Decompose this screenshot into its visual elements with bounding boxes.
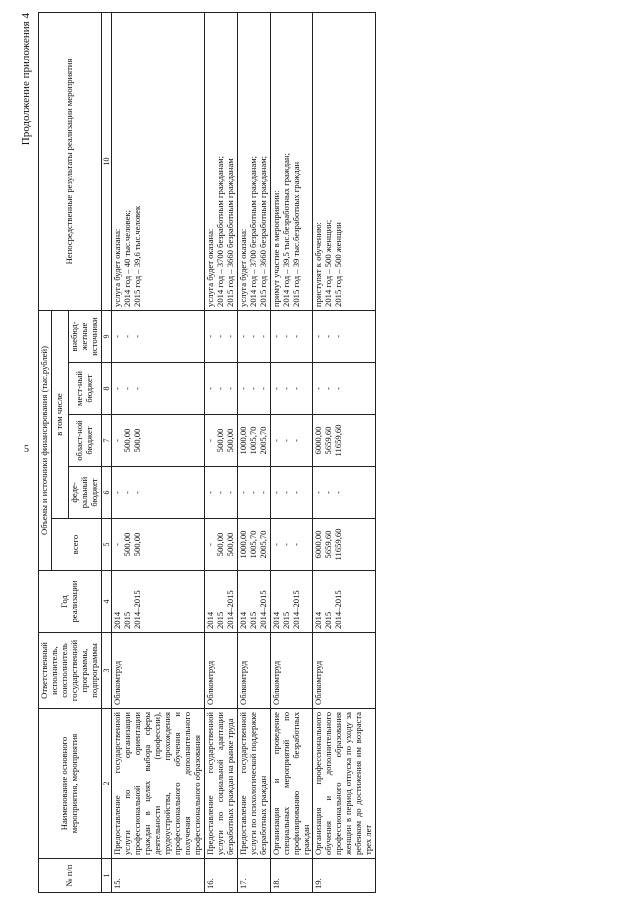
executor: Облкомтруд bbox=[237, 633, 270, 709]
federal-amount: - - - bbox=[204, 467, 237, 519]
col-number: 5 bbox=[101, 519, 111, 571]
header-local: мест-ный бюджет bbox=[68, 363, 101, 415]
result: услуга будет оказана: 2014 год – 40 тыс.человек; 2015 год – 39,6 тыс.человек bbox=[112, 12, 205, 310]
local-amount: - - - bbox=[204, 363, 237, 415]
result: приступят к обучению: 2014 год – 500 женщин; 2015 год – 500 женщин bbox=[313, 12, 376, 310]
col-number: 9 bbox=[101, 310, 111, 362]
header-funding: Объемы и источники финансирования (тыс.рублей) bbox=[39, 310, 52, 570]
local-amount: - - - bbox=[270, 363, 313, 415]
years: 2014 2015 2014–2015 bbox=[270, 571, 313, 633]
regional-amount: - 500,00 500,00 bbox=[204, 415, 237, 467]
col-number: 3 bbox=[101, 633, 111, 709]
row-number: 16. bbox=[204, 859, 237, 893]
table-row bbox=[270, 12, 313, 892]
years: 2014 2015 2014–2015 bbox=[112, 571, 205, 633]
regional-amount: 1000,00 1005,70 2005,70 bbox=[237, 415, 270, 467]
offbudget-amount: - - - bbox=[237, 310, 270, 362]
header-event: Наименование основного мероприятия, мероприятия bbox=[39, 709, 102, 859]
result: услуга будет оказана: 2014 год – 3700 безработным гражданам; 2015 год – 3660 безработным гражданам; bbox=[237, 12, 270, 310]
total-amount: - 500,00 500,00 bbox=[204, 519, 237, 571]
page-number: 5 bbox=[24, 444, 29, 455]
table-row bbox=[313, 12, 376, 892]
header-results: Непосредственные результаты реализации мероприятия bbox=[39, 12, 102, 310]
executor: Облкомтруд bbox=[112, 633, 205, 709]
col-number: 8 bbox=[101, 363, 111, 415]
event-name: Предоставление государственной услуги по социальной адаптации безработных граждан на рынке труда bbox=[204, 709, 237, 859]
table-row bbox=[112, 12, 205, 892]
row-number: 19. bbox=[313, 859, 376, 893]
event-name: Предоставление государственной услуги по организации профессиональной ориентации граждан в целях выбора сферы деятельности (профессии), трудоустройства, прохождения профессионального обучения и получения дополнительного профессионального образования bbox=[112, 709, 205, 859]
program-table bbox=[38, 12, 376, 893]
offbudget-amount: - - - bbox=[313, 310, 376, 362]
offbudget-amount: - - - bbox=[204, 310, 237, 362]
header-total: всего bbox=[51, 519, 101, 571]
federal-amount: - - - bbox=[270, 467, 313, 519]
federal-amount: - - - bbox=[313, 467, 376, 519]
offbudget-amount: - - - bbox=[270, 310, 313, 362]
table-row bbox=[237, 12, 270, 892]
header-including: в том числе bbox=[51, 310, 68, 518]
header-executor: Ответственный исполнитель, соисполнитель государственной программы, подпрограммы bbox=[39, 633, 102, 709]
local-amount: - - - bbox=[237, 363, 270, 415]
total-amount: 6000,00 5659,60 11659,60 bbox=[313, 519, 376, 571]
years: 2014 2015 2014–2015 bbox=[204, 571, 237, 633]
rotated-page bbox=[20, 13, 620, 893]
header-num: № п/п bbox=[39, 859, 102, 893]
federal-amount: - - - bbox=[112, 467, 205, 519]
header-year: Год реализации bbox=[39, 571, 102, 633]
col-number: 10 bbox=[101, 12, 111, 310]
regional-amount: - 500,00 500,00 bbox=[112, 415, 205, 467]
header-offbudget: внебюд-жетные источники bbox=[68, 310, 101, 362]
event-name: Организация профессионального обучения и дополнительного профессионального образования женщин в период отпуска по уходу за ребенком до достижения им возраста трех лет bbox=[313, 709, 376, 859]
column-number-row bbox=[101, 12, 111, 892]
federal-amount: - - - bbox=[237, 467, 270, 519]
years: 2014 2015 2014–2015 bbox=[237, 571, 270, 633]
header-federal: феде-ральный бюджет bbox=[68, 467, 101, 519]
result: услуга будет оказана: 2014 год – 3700 безработным гражданам; 2015 год – 3660 безработным гражданам bbox=[204, 12, 237, 310]
continuation-note: Продолжение приложения 4 bbox=[20, 13, 32, 146]
total-amount: - 500,00 500,00 bbox=[112, 519, 205, 571]
row-number: 15. bbox=[112, 859, 205, 893]
col-number: 6 bbox=[101, 467, 111, 519]
offbudget-amount: - - - bbox=[112, 310, 205, 362]
total-amount: 1000,00 1005,70 2005,70 bbox=[237, 519, 270, 571]
event-name: Организация и проведение специальных мероприятий по профилированию безработных граждан bbox=[270, 709, 313, 859]
col-number: 2 bbox=[101, 709, 111, 859]
row-number: 18. bbox=[270, 859, 313, 893]
regional-amount: 6000,00 5659,60 11659,60 bbox=[313, 415, 376, 467]
local-amount: - - - bbox=[313, 363, 376, 415]
event-name: Предоставление государственной услуги по психологической поддержке безработных граждан bbox=[237, 709, 270, 859]
header-regional: област-ной бюджет bbox=[68, 415, 101, 467]
executor: Облкомтруд bbox=[270, 633, 313, 709]
regional-amount: - - - bbox=[270, 415, 313, 467]
executor: Облкомтруд bbox=[313, 633, 376, 709]
col-number: 1 bbox=[101, 859, 111, 893]
executor: Облкомтруд bbox=[204, 633, 237, 709]
total-amount: - - - bbox=[270, 519, 313, 571]
local-amount: - - - bbox=[112, 363, 205, 415]
col-number: 7 bbox=[101, 415, 111, 467]
years: 2014 2015 2014–2015 bbox=[313, 571, 376, 633]
row-number: 17. bbox=[237, 859, 270, 893]
result: примут участие в мероприятии: 2014 год – 39,5 тыс.безработных граждан; 2015 год – 39 тыс.безработных граждан bbox=[270, 12, 313, 310]
col-number: 4 bbox=[101, 571, 111, 633]
table-row bbox=[204, 12, 237, 892]
